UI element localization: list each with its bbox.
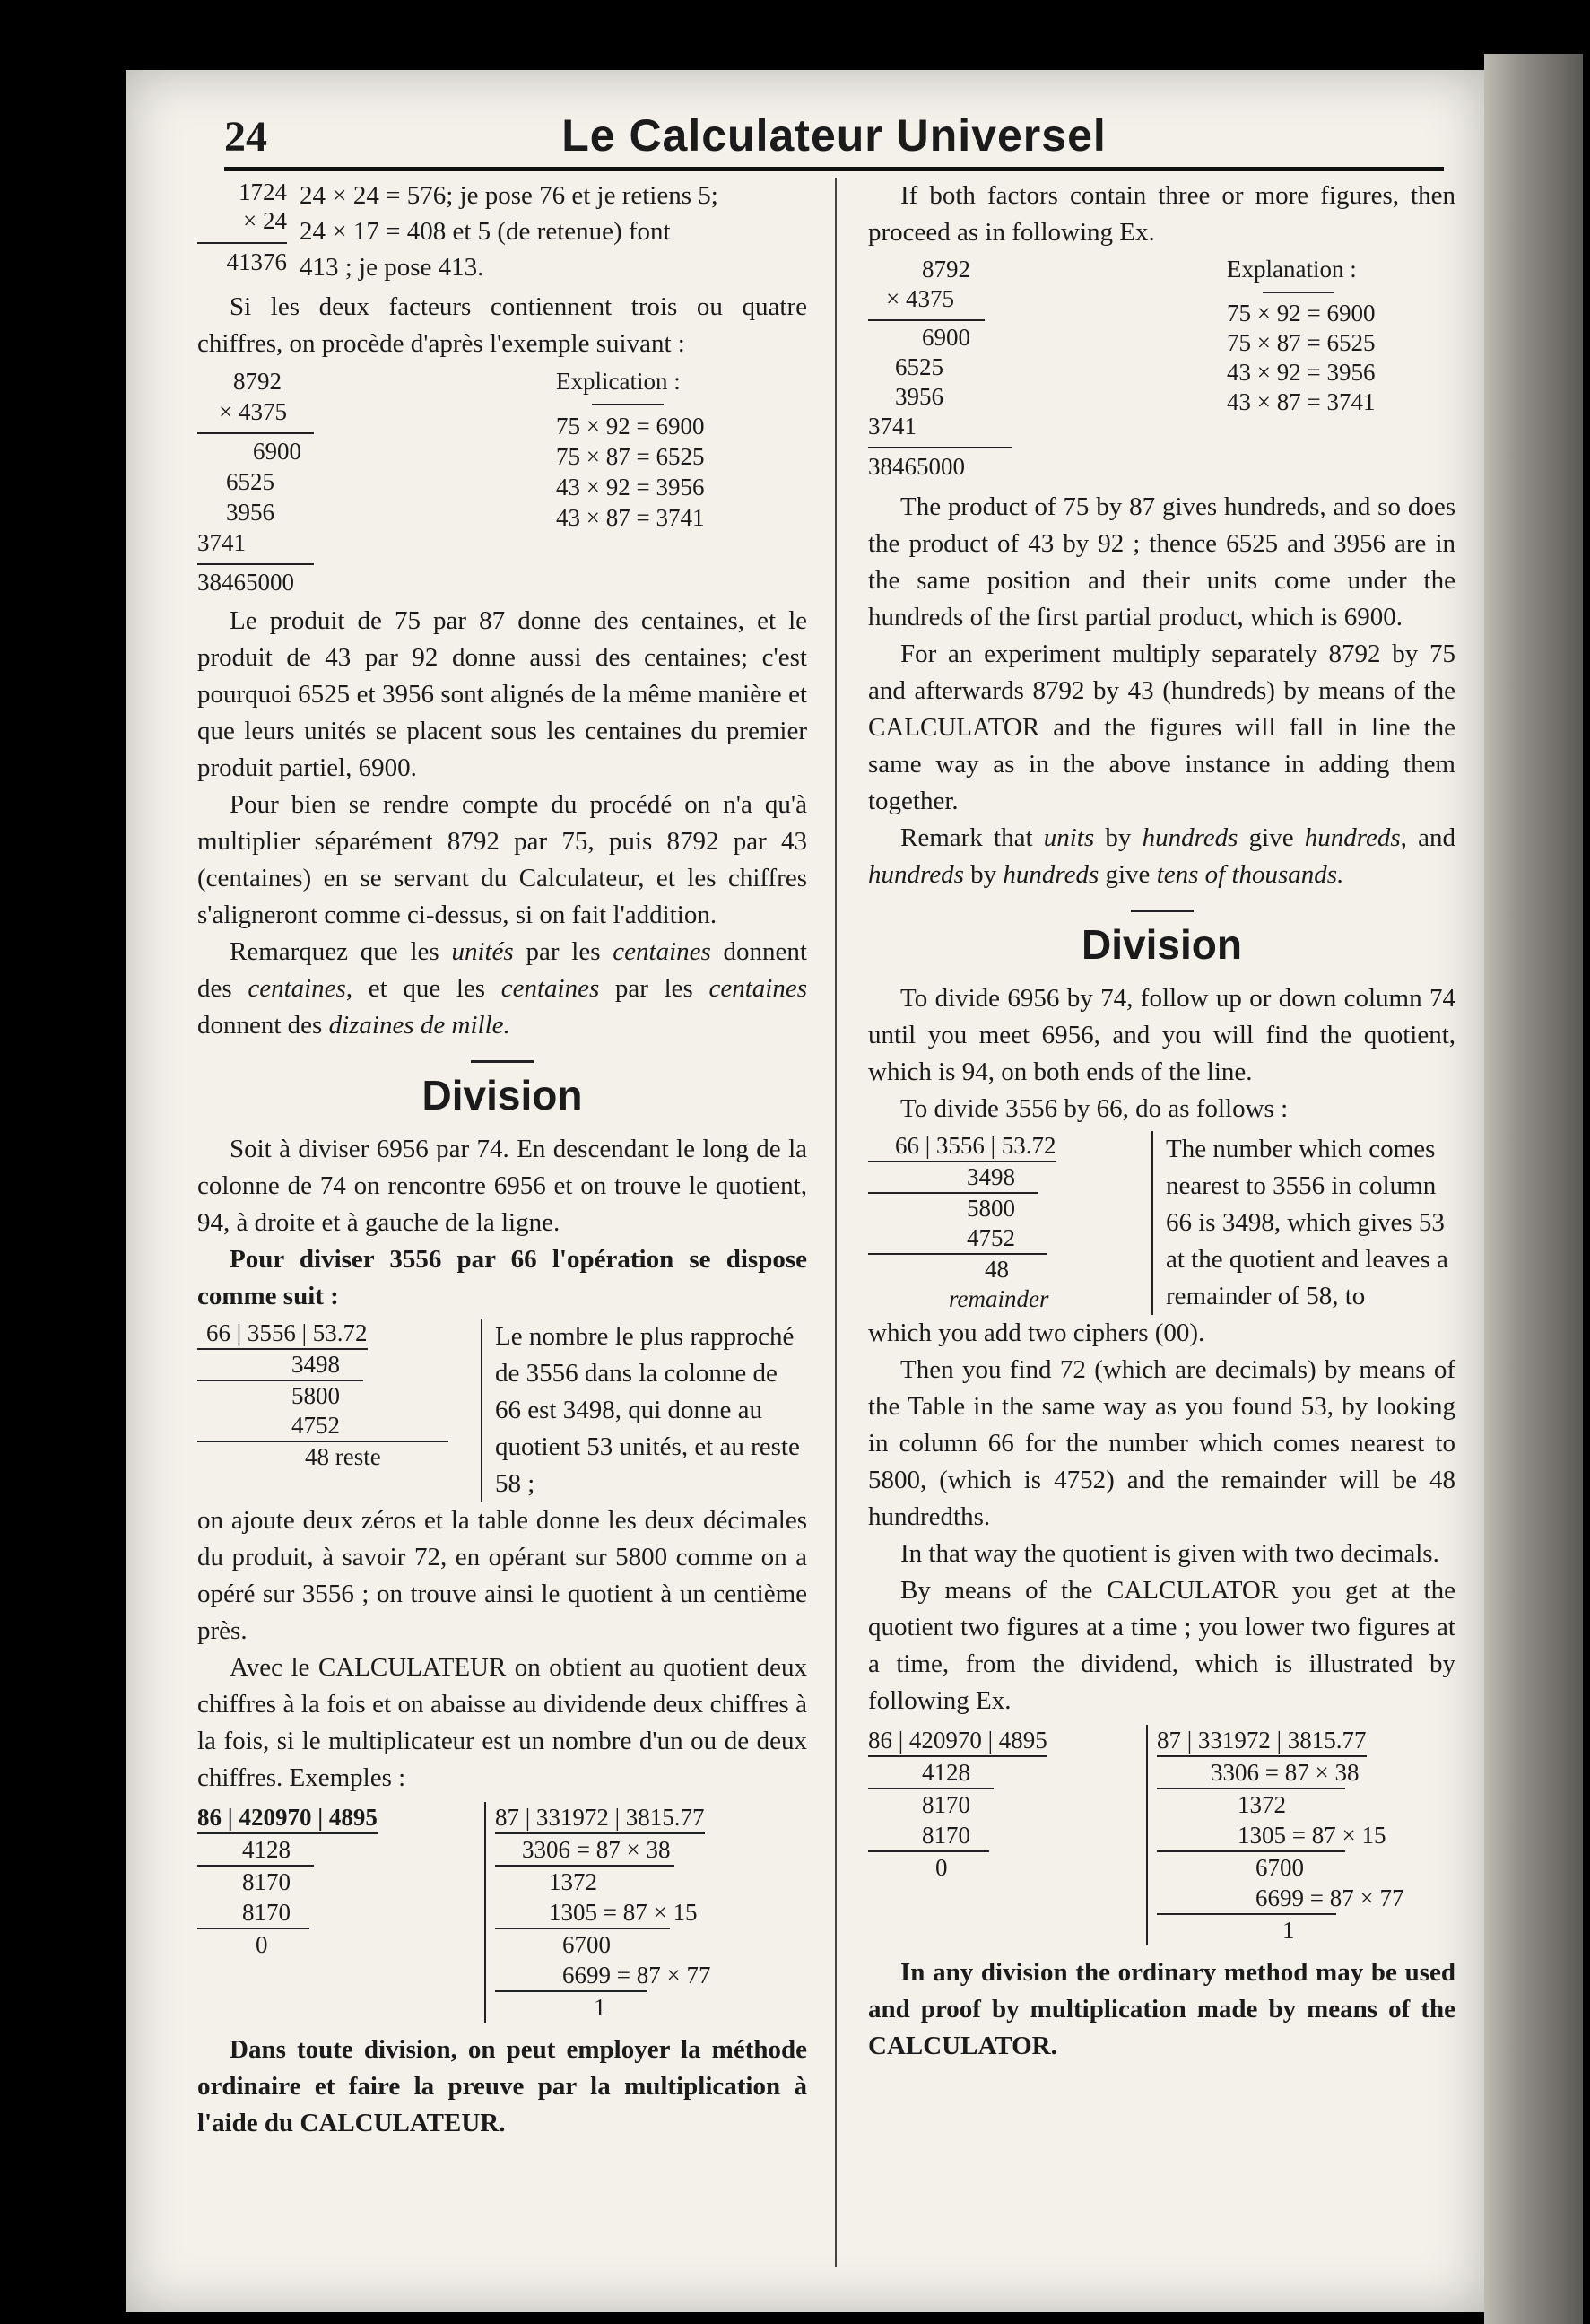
- mult-partial: 3956: [895, 383, 943, 410]
- paragraph: Then you find 72 (which are decimals) by means of the Table in the same way as you found 53, by looking in column 66 for the number which comes nearest to 5800, (which is 4752) and the remainder will be 48 hundredths.: [868, 1355, 1455, 1531]
- division-row: 5800: [868, 1192, 1038, 1223]
- mult-partial: 3741: [868, 413, 917, 440]
- mult-total: 38465000: [197, 569, 294, 596]
- division-note: The number which comes nearest to 3556 in column 66 is 3498, which gives 53 at the quotient and leaves a remainder of 58, to: [1166, 1135, 1448, 1310]
- explanation-line: 43 × 92 = 3956: [1227, 359, 1376, 386]
- division-head: 66 | 3556 | 53.72: [197, 1319, 368, 1350]
- paragraph: If both factors contain three or more figures, then proceed as in following Ex.: [868, 181, 1455, 247]
- mult-partial: 6900: [253, 438, 301, 465]
- example-row: 3306 = 87 × 38: [522, 1836, 671, 1863]
- mult-partial: 3741: [197, 529, 246, 556]
- paragraph: Dans toute division, on peut employer la méthode ordinaire et faire la preuve par la multiplication à l'aide du CALCULATEUR.: [197, 2035, 807, 2137]
- example-row: 4128: [242, 1836, 291, 1863]
- mult-factor-a: 8792: [922, 256, 970, 283]
- example-row: 0: [868, 1850, 989, 1883]
- calc-line-3: 413 ; je pose 413.: [300, 253, 484, 282]
- example-row: 1: [495, 1990, 647, 2023]
- example-row: 8170: [242, 1899, 291, 1926]
- section-rule: [471, 1060, 534, 1063]
- paragraph: To divide 3556 by 66, do as follows :: [900, 1094, 1289, 1123]
- division-row: 4752: [291, 1412, 340, 1439]
- paragraph: Si les deux facteurs contiennent trois ou quatre chiffres, on procède d'après l'exemple suivant :: [197, 292, 807, 358]
- book-page: [126, 70, 1484, 2312]
- example-row: 8170: [868, 1788, 994, 1820]
- calc-factor-b: × 24: [243, 207, 287, 234]
- division-example: [197, 1319, 807, 1502]
- division-row: 3498: [967, 1163, 1015, 1190]
- division-example-2: [1146, 1725, 1403, 1945]
- paragraph: which you add two ciphers (00).: [868, 1319, 1205, 1347]
- paragraph: By means of the CALCULATOR you get at the quotient two figures at a time ; you lower two figures at a time, from the dividend, which is illustrated by following Ex.: [868, 1576, 1455, 1715]
- example-row: 3306 = 87 × 38: [1211, 1759, 1360, 1786]
- paragraph: Le produit de 75 par 87 donne des centaines, et le produit de 43 par 92 donne aussi des centaines; c'est pourquoi 6525 et 3956 sont alignés de la même manière et que leurs unités se placent sous les centaines du premier produit partiel, 6900.: [197, 606, 807, 782]
- mult-partial: 6525: [895, 353, 943, 380]
- division-examples: [868, 1725, 1455, 1945]
- column-divider: [835, 178, 837, 2267]
- mult-total: 38465000: [868, 447, 1012, 485]
- paragraph: Soit à diviser 6956 par 74. En descendant le long de la colonne de 74 on rencontre 6956 et on trouve le quotient, 94, à droite et à gauche de la ligne.: [197, 1135, 807, 1237]
- explanation-line: 43 × 87 = 3741: [1227, 388, 1376, 415]
- page-number: 24: [224, 113, 267, 161]
- division-row: 3498: [291, 1351, 340, 1378]
- division-example: [868, 1131, 1455, 1315]
- example-head: 87 | 331972 | 3815.77: [1157, 1725, 1367, 1757]
- mult-factor-b: × 4375: [886, 285, 954, 312]
- paragraph: Pour diviser 3556 par 66 l'opération se dispose comme suit :: [197, 1245, 807, 1310]
- mult-partial: 3956: [226, 499, 274, 526]
- mult-factor-a: 8792: [233, 368, 282, 395]
- explication-line: 75 × 92 = 6900: [556, 413, 705, 440]
- example-row: 1372: [495, 1865, 674, 1897]
- division-row: 4752: [967, 1224, 1015, 1251]
- explication-label: Explication :: [556, 368, 681, 395]
- mult-total-row: [868, 441, 1455, 485]
- mult-partial: 6525: [226, 468, 274, 495]
- division-example-2: [484, 1802, 710, 2023]
- english-column: [868, 178, 1455, 2065]
- explanation-line: 75 × 92 = 6900: [1227, 300, 1376, 326]
- paragraph: For an experiment multiply separately 8792 by 75 and afterwards 8792 by 43 (hundreds) by means of the CALCULATOR and the figures will fall in line the same way as in the above instance in adding them together.: [868, 640, 1455, 815]
- page-header: [224, 97, 1444, 171]
- section-heading: Division: [1082, 921, 1242, 968]
- calc-line-2: 24 × 17 = 408 et 5 (de retenue) font: [300, 217, 671, 246]
- french-column: [197, 178, 807, 2142]
- paragraph: To divide 6956 by 74, follow up or down column 74 until you meet 6956, and you will find the quotient, which is 94, on both ends of the line.: [868, 984, 1455, 1086]
- explication-line: 43 × 92 = 3956: [556, 474, 705, 500]
- example-head: 87 | 331972 | 3815.77: [495, 1802, 705, 1834]
- paragraph: The product of 75 by 87 gives hundreds, and so does the product of 43 by 92 ; thence 6525 and 3956 are in the same position and their units come under the hundreds of the first partial product, which is 6900.: [868, 492, 1455, 631]
- running-title: Le Calculateur Universel: [561, 110, 1107, 161]
- multiplication-example: [197, 366, 807, 597]
- example-row: 1305 = 87 × 15: [1238, 1822, 1386, 1849]
- example-row: 8170: [197, 1865, 314, 1897]
- calc-example-1: [197, 178, 807, 285]
- example-row: 0: [197, 1928, 309, 1960]
- mult-factor-b: × 4375: [219, 398, 287, 425]
- example-head: 86 | 420970 | 4895: [868, 1725, 1047, 1757]
- paragraph: Remark that units by hundreds give hundreds, and hundreds by hundreds give tens of thousands.: [868, 823, 1456, 889]
- division-note: Le nombre le plus rapproché de 3556 dans la colonne de 66 est 3498, qui donne au quotient 53 unités, et au reste 58 ;: [495, 1322, 800, 1498]
- calc-factor-a: 1724: [239, 178, 287, 205]
- division-example-1: [197, 1802, 466, 2023]
- paragraph: Remarquez que les unités par les centaines donnent des centaines, et que les centaines par les centaines donnent des dizaines de mille.: [197, 937, 807, 1040]
- calc-result: 41376: [226, 248, 287, 275]
- example-row: 6700: [495, 1928, 670, 1960]
- example-head: 86 | 420970 | 4895: [197, 1802, 378, 1834]
- example-row: 6700: [1157, 1850, 1345, 1883]
- explication-line: 43 × 87 = 3741: [556, 504, 705, 531]
- calc-line-1: 24 × 24 = 576; je pose 76 et je retiens 5;: [300, 181, 718, 210]
- multiplication-example: [868, 255, 1455, 441]
- example-row: 1372: [1157, 1788, 1345, 1820]
- example-row: 4128: [922, 1759, 970, 1786]
- paragraph: Pour bien se rendre compte du procédé on n'a qu'à multiplier séparément 8792 par 75, puis 8792 par 43 (centaines) en se servant du Calculateur, et les chiffres s'aligneront comme ci-dessus, si on fait l'addition.: [197, 790, 807, 929]
- division-head: 66 | 3556 | 53.72: [868, 1131, 1056, 1162]
- division-examples: [197, 1802, 807, 2023]
- explanation-label: Explanation :: [1227, 256, 1357, 283]
- remainder-label: remainder: [949, 1285, 1049, 1312]
- paragraph: In that way the quotient is given with two decimals.: [900, 1539, 1439, 1568]
- division-row: 5800: [197, 1380, 363, 1411]
- paragraph: In any division the ordinary method may be used and proof by multiplication made by means of the CALCULATOR.: [868, 1958, 1455, 2060]
- explanation-line: 75 × 87 = 6525: [1227, 329, 1376, 356]
- division-row: 48 reste: [197, 1441, 448, 1472]
- example-row: 1: [1157, 1913, 1336, 1945]
- section-rule: [1131, 910, 1194, 912]
- paragraph: on ajoute deux zéros et la table donne les deux décimales du produit, à savoir 72, en opérant sur 5800 comme on a opéré sur 3556 ; on trouve ainsi le quotient à un centième près.: [197, 1506, 807, 1645]
- division-example-1: [868, 1725, 1128, 1945]
- example-row: 8170: [922, 1822, 970, 1849]
- example-row: 6699 = 87 × 77: [1255, 1884, 1404, 1911]
- division-row: 48: [868, 1253, 1047, 1284]
- example-row: 6699 = 87 × 77: [562, 1962, 711, 1989]
- page-edge-shadow: [1484, 54, 1583, 2324]
- example-row: 1305 = 87 × 15: [549, 1899, 698, 1926]
- section-heading: Division: [421, 1072, 583, 1118]
- paragraph: Avec le CALCULATEUR on obtient au quotient deux chiffres à la fois et on abaisse au dividende deux chiffres à la fois, si le multiplicateur est un nombre d'un ou de deux chiffres. Exemples :: [197, 1653, 807, 1792]
- explication-line: 75 × 87 = 6525: [556, 443, 705, 470]
- mult-partial: 6900: [922, 324, 970, 351]
